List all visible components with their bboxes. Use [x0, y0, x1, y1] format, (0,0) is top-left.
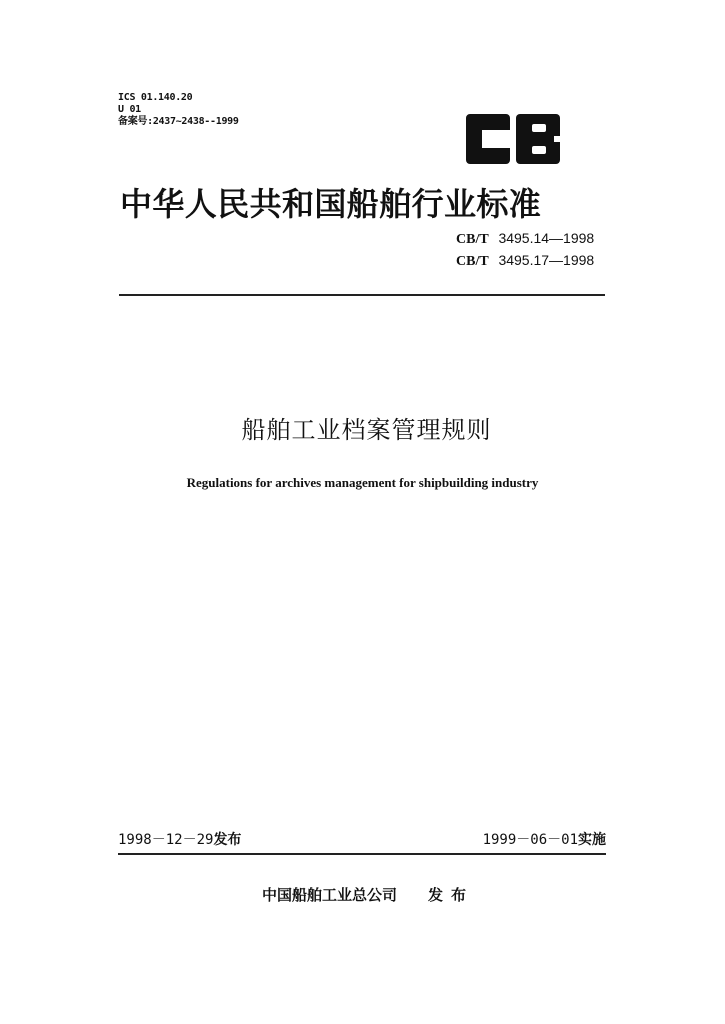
- ics-code: ICS 01.140.20: [118, 92, 193, 103]
- classification-code: U 01: [118, 104, 141, 115]
- logo-letter-c: [466, 114, 510, 164]
- code-number: 3495.14—1998: [498, 230, 595, 246]
- issue-date: 1998－12－29: [118, 832, 214, 848]
- implementation-date-line: [478, 830, 606, 850]
- code-prefix: CB/T: [456, 232, 489, 247]
- issue-label: 发布: [213, 832, 242, 848]
- standard-codes: [456, 228, 594, 272]
- code-number: 3495.17—1998: [498, 252, 595, 268]
- implementation-label: 实施: [578, 832, 606, 848]
- header-divider: [119, 294, 605, 296]
- standard-code-2: [456, 250, 594, 272]
- standard-code-1: [456, 228, 594, 250]
- document-metadata: [118, 92, 239, 128]
- publisher-verb: 发布: [428, 886, 475, 904]
- document-title-english: Regulations for archives management for shipbuilding industry: [186, 475, 539, 490]
- standard-category-title: 中华人民共和国船舶行业标准: [120, 185, 542, 223]
- logo-letter-b: [516, 114, 560, 164]
- issue-date-line: [118, 830, 241, 850]
- cb-logo: [466, 114, 560, 164]
- code-prefix: CB/T: [456, 254, 489, 269]
- footer-divider: [118, 853, 606, 855]
- document-title-chinese: 船舶工业档案管理规则: [241, 416, 492, 444]
- record-number: 备案号:2437~2438--1999: [118, 116, 239, 127]
- publisher-name: 中国船舶工业总公司: [262, 886, 398, 904]
- implementation-date: 1999－06－01: [482, 832, 578, 848]
